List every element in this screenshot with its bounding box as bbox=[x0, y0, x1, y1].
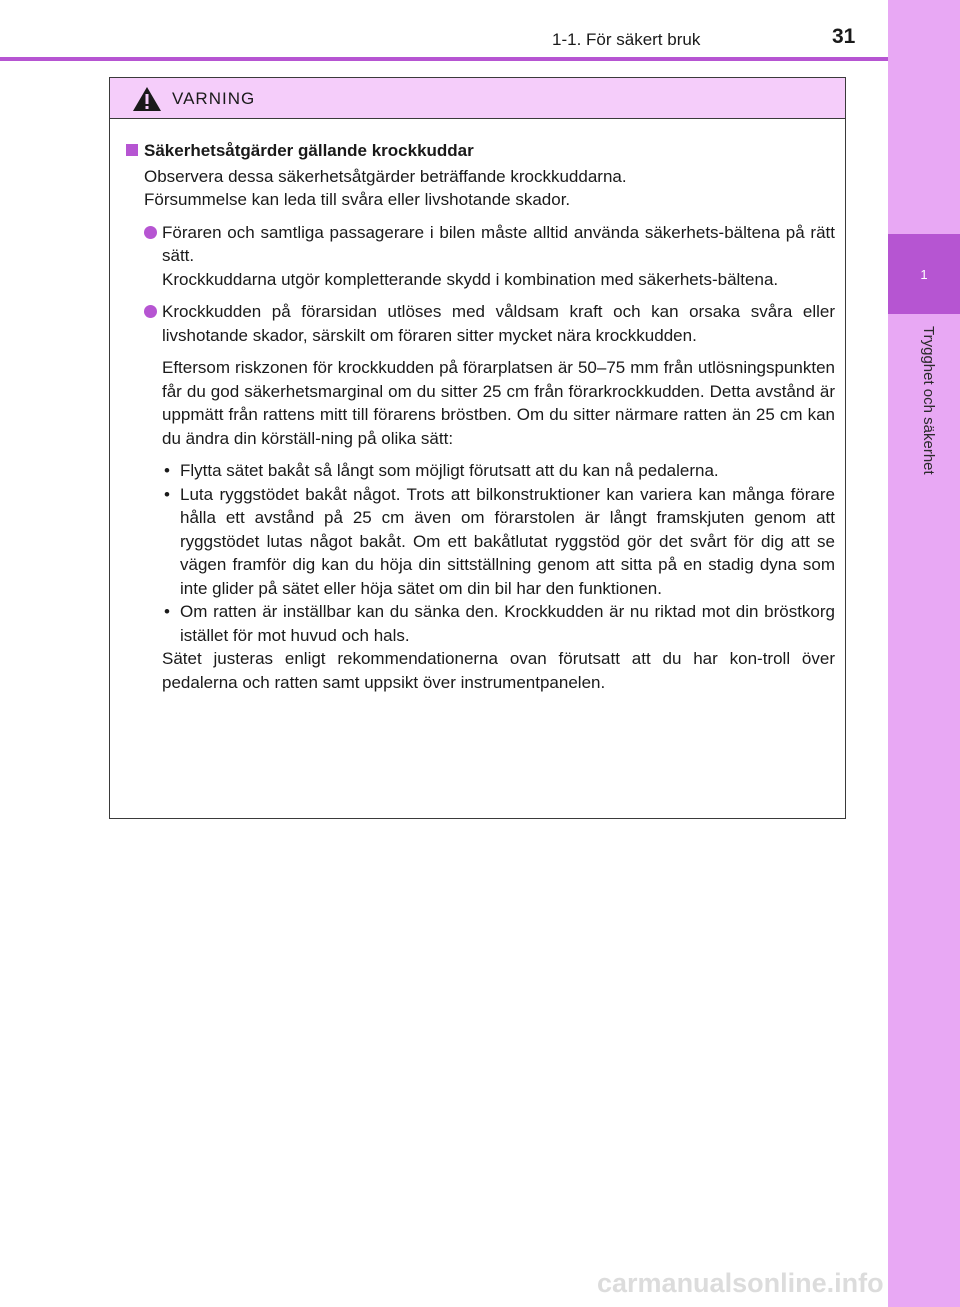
sub-list-item bbox=[162, 483, 835, 601]
intro-line: Observera dessa säkerhetsåtgärder beträffande krockkuddarna. bbox=[144, 166, 627, 186]
header-rule bbox=[0, 57, 888, 61]
sub-list bbox=[120, 459, 835, 647]
section-title: Säkerhetsåtgärder gällande krockkuddar bbox=[144, 141, 474, 160]
section-intro bbox=[120, 165, 835, 212]
warning-triangle-icon bbox=[132, 86, 162, 112]
bullet-item bbox=[120, 221, 835, 292]
watermark: carmanualsonline.info bbox=[597, 1268, 884, 1298]
warning-body bbox=[110, 119, 845, 694]
bullet-text: Krockkudden på förarsidan utlöses med våldsam kraft och kan orsaka svåra eller livshotande skador, särskilt om föraren sitter mycket nära krockkudden. bbox=[162, 302, 835, 345]
closing-paragraph: Sätet justeras enligt rekommendationerna ovan förutsatt att du har kon-troll över pedalerna och ratten samt uppsikt över instrumentpanelen. bbox=[162, 649, 835, 692]
bullet-text: Föraren och samtliga passagerare i bilen måste alltid använda säkerhets-bältena på rätt sätt. bbox=[162, 222, 835, 265]
dot-bullet-icon: • bbox=[164, 484, 170, 504]
running-header-section: 1-1. För säkert bruk bbox=[552, 30, 701, 49]
chapter-number-block bbox=[888, 234, 960, 314]
square-bullet-icon bbox=[126, 144, 138, 156]
page-number: 31 bbox=[832, 25, 856, 48]
chapter-title: Trygghet och säkerhet bbox=[920, 326, 937, 475]
intro-line: Försummelse kan leda till svåra eller livshotande skador. bbox=[144, 190, 571, 209]
chapter-number: 1 bbox=[920, 266, 928, 282]
sub-list-item bbox=[162, 600, 835, 647]
sub-item-text: Om ratten är inställbar kan du sänka den. Krockkudden är nu riktad mot din bröstkorg istället för mot huvud och hals. bbox=[180, 602, 835, 645]
sub-item-text: Luta ryggstödet bakåt något. Trots att bilkonstruktioner kan variera kan många förare hålla ett avstånd på 25 cm även om förarstolen är långt framskjuten genom att ryggstödet lutas något bakåt. Om ett bakåtlutat ryggstöd gör det svårt för dig att se vägen framför dig kan du höja din sittställning genom att sitta på en stadig dyna som inte glider på sätet eller höja sätet om din bil har den funktionen. bbox=[180, 484, 835, 598]
chapter-side-tab bbox=[888, 0, 960, 1307]
sub-item-text: Flytta sätet bakåt så långt som möjligt förutsatt att du kan nå pedalerna. bbox=[180, 461, 719, 480]
section-heading bbox=[120, 139, 835, 163]
bullet-text: Krockkuddarna utgör kompletterande skydd i kombination med säkerhets-bältena. bbox=[162, 269, 779, 289]
warning-label: VARNING bbox=[172, 89, 256, 108]
round-bullet-icon bbox=[144, 226, 157, 239]
round-bullet-icon bbox=[144, 305, 157, 318]
sub-list-item bbox=[162, 459, 835, 483]
explanation-paragraph: Eftersom riskzonen för krockkudden på förarplatsen är 50–75 mm från utlösningspunkten får du god säkerhetsmarginal om du sitter 25 cm från förarkrockkudden. Detta avstånd är uppmätt från rattens mitt till förarens bröstben. Om du sitter närmare ratten än 25 cm kan du ändra din körställ-ning på olika sätt: bbox=[162, 358, 835, 448]
bullet-item bbox=[120, 300, 835, 347]
dot-bullet-icon: • bbox=[164, 461, 170, 480]
warning-box bbox=[109, 77, 846, 819]
dot-bullet-icon: • bbox=[164, 602, 170, 621]
warning-header bbox=[110, 78, 845, 119]
